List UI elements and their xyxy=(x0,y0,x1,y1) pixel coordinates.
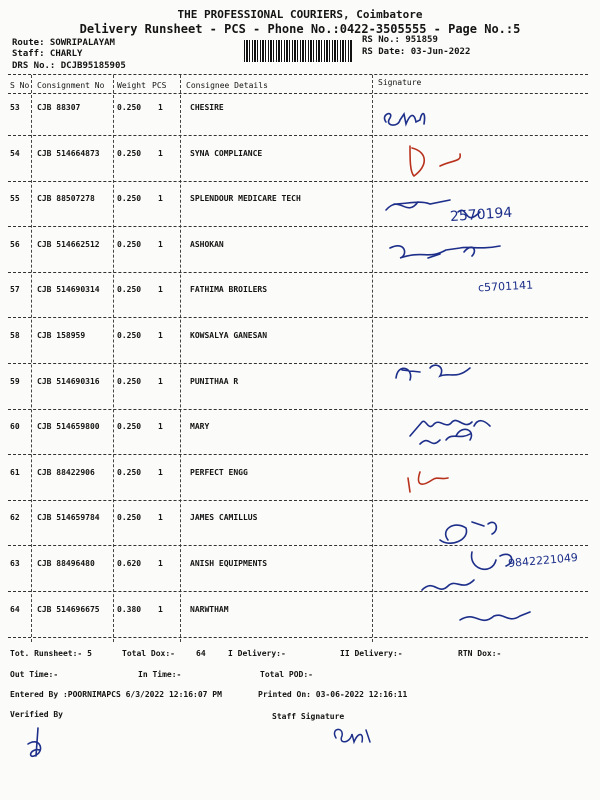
row-weight: 0.250 xyxy=(117,377,142,386)
row-weight: 0.250 xyxy=(117,468,142,477)
row-weight: 0.620 xyxy=(117,559,142,568)
staff-signature-label: Staff Signature xyxy=(272,712,345,721)
row-pcs: 1 xyxy=(158,513,163,522)
company-title: THE PROFESSIONAL COURIERS, Coimbatore xyxy=(177,8,423,21)
row-weight: 0.250 xyxy=(117,331,142,340)
row-pcs: 1 xyxy=(158,240,163,249)
route-label: Route: SOWRIPALAYAM xyxy=(12,38,115,48)
handwritten-number: 9842221049 xyxy=(507,550,579,571)
row-pcs: 1 xyxy=(158,377,163,386)
entered-by: Entered By :POORNIMAPCS 6/3/2022 12:16:07 PM xyxy=(10,690,222,699)
col-header-signature: Signature xyxy=(378,78,422,87)
row-consignee: KOWSALYA GANESAN xyxy=(190,331,268,340)
row-consignment-no: CJB 514662512 xyxy=(37,240,100,249)
rs-number: RS No.: 951859 xyxy=(362,35,438,45)
ii-delivery: II Delivery:- xyxy=(340,649,403,658)
row-sno: 56 xyxy=(10,240,20,249)
row-pcs: 1 xyxy=(158,103,163,112)
row-pcs: 1 xyxy=(158,422,163,431)
row-consignee: SYNA COMPLIANCE xyxy=(190,149,263,158)
row-sno: 61 xyxy=(10,468,20,477)
row-weight: 0.250 xyxy=(117,240,142,249)
row-consignee: PUNITHAA R xyxy=(190,377,239,386)
col-header-consignee: Consignee Details xyxy=(186,81,268,90)
row-consignee: FATHIMA BROILERS xyxy=(190,285,268,294)
out-time: Out Time:- xyxy=(10,670,59,679)
row-consignee: MARY xyxy=(190,422,210,431)
row-consignment-no: CJB 514659784 xyxy=(37,513,100,522)
row-sno: 55 xyxy=(10,194,20,203)
row-sno: 64 xyxy=(10,605,20,614)
row-pcs: 1 xyxy=(158,331,163,340)
staff-signature xyxy=(330,722,390,752)
col-header-consignment: Consignment No xyxy=(37,81,105,90)
row-consignment-no: CJB 158959 xyxy=(37,331,86,340)
row-weight: 0.380 xyxy=(117,605,142,614)
table-header-rule xyxy=(8,93,588,94)
row-pcs: 1 xyxy=(158,194,163,203)
row-consignment-no: CJB 88496480 xyxy=(37,559,95,568)
barcode-image xyxy=(244,40,352,62)
col-separator xyxy=(180,75,181,642)
row-pcs: 1 xyxy=(158,605,163,614)
col-separator xyxy=(372,75,373,642)
row-consignee: CHESIRE xyxy=(190,103,224,112)
row-sno: 62 xyxy=(10,513,20,522)
in-time: In Time:- xyxy=(138,670,182,679)
row-sno: 59 xyxy=(10,377,20,386)
row-sno: 60 xyxy=(10,422,20,431)
runsheet-subtitle: Delivery Runsheet - PCS - Phone No.:0422-3505555 - Page No.:5 xyxy=(79,22,521,36)
col-header-sno: S No xyxy=(10,81,30,90)
row-sno: 53 xyxy=(10,103,20,112)
total-dox-label: Total Dox:- xyxy=(122,649,175,658)
rs-date: RS Date: 03-Jun-2022 xyxy=(362,47,471,57)
row-sno: 54 xyxy=(10,149,20,158)
row-consignee: SPLENDOUR MEDICARE TECH xyxy=(190,194,301,203)
row-sno: 57 xyxy=(10,285,20,294)
row-consignee: ANISH EQUIPMENTS xyxy=(190,559,268,568)
tot-runsheet: Tot. Runsheet:- 5 xyxy=(10,649,92,658)
handwritten-number: 2570194 xyxy=(449,204,513,226)
col-separator xyxy=(31,75,32,642)
col-header-pcs: PCS xyxy=(152,81,167,90)
row-consignment-no: CJB 514690314 xyxy=(37,285,100,294)
row-consignment-no: CJB 514690316 xyxy=(37,377,100,386)
total-dox-value: 64 xyxy=(196,649,206,658)
verified-by: Verified By xyxy=(10,710,63,719)
row-consignee: NARWTHAM xyxy=(190,605,229,614)
col-separator xyxy=(113,75,114,642)
col-header-weight: Weight xyxy=(117,81,146,90)
row-pcs: 1 xyxy=(158,149,163,158)
row-pcs: 1 xyxy=(158,285,163,294)
row-consignee: ASHOKAN xyxy=(190,240,224,249)
row-pcs: 1 xyxy=(158,559,163,568)
row-weight: 0.250 xyxy=(117,103,142,112)
row-consignee: JAMES CAMILLUS xyxy=(190,513,258,522)
row-consignment-no: CJB 514696675 xyxy=(37,605,100,614)
verifier-signature xyxy=(20,722,80,772)
drs-number: DRS No.: DCJB95185905 xyxy=(12,61,126,71)
row-sno: 58 xyxy=(10,331,20,340)
i-delivery: I Delivery:- xyxy=(228,649,286,658)
row-pcs: 1 xyxy=(158,468,163,477)
row-weight: 0.250 xyxy=(117,194,142,203)
handwritten-number: c5701141 xyxy=(477,278,534,295)
staff-label: Staff: CHARLY xyxy=(12,49,83,59)
table-top-rule xyxy=(8,74,588,75)
total-pod: Total POD:- xyxy=(260,670,313,679)
row-consignment-no: CJB 514664873 xyxy=(37,149,100,158)
row-consignment-no: CJB 88507278 xyxy=(37,194,95,203)
row-consignment-no: CJB 514659800 xyxy=(37,422,100,431)
row-consignment-no: CJB 88307 xyxy=(37,103,81,112)
rtn-dox: RTN Dox:- xyxy=(458,649,502,658)
row-weight: 0.250 xyxy=(117,285,142,294)
row-consignee: PERFECT ENGG xyxy=(190,468,248,477)
row-weight: 0.250 xyxy=(117,513,142,522)
row-weight: 0.250 xyxy=(117,149,142,158)
row-sno: 63 xyxy=(10,559,20,568)
row-consignment-no: CJB 88422906 xyxy=(37,468,95,477)
row-weight: 0.250 xyxy=(117,422,142,431)
printed-on: Printed On: 03-06-2022 12:16:11 xyxy=(258,690,408,699)
